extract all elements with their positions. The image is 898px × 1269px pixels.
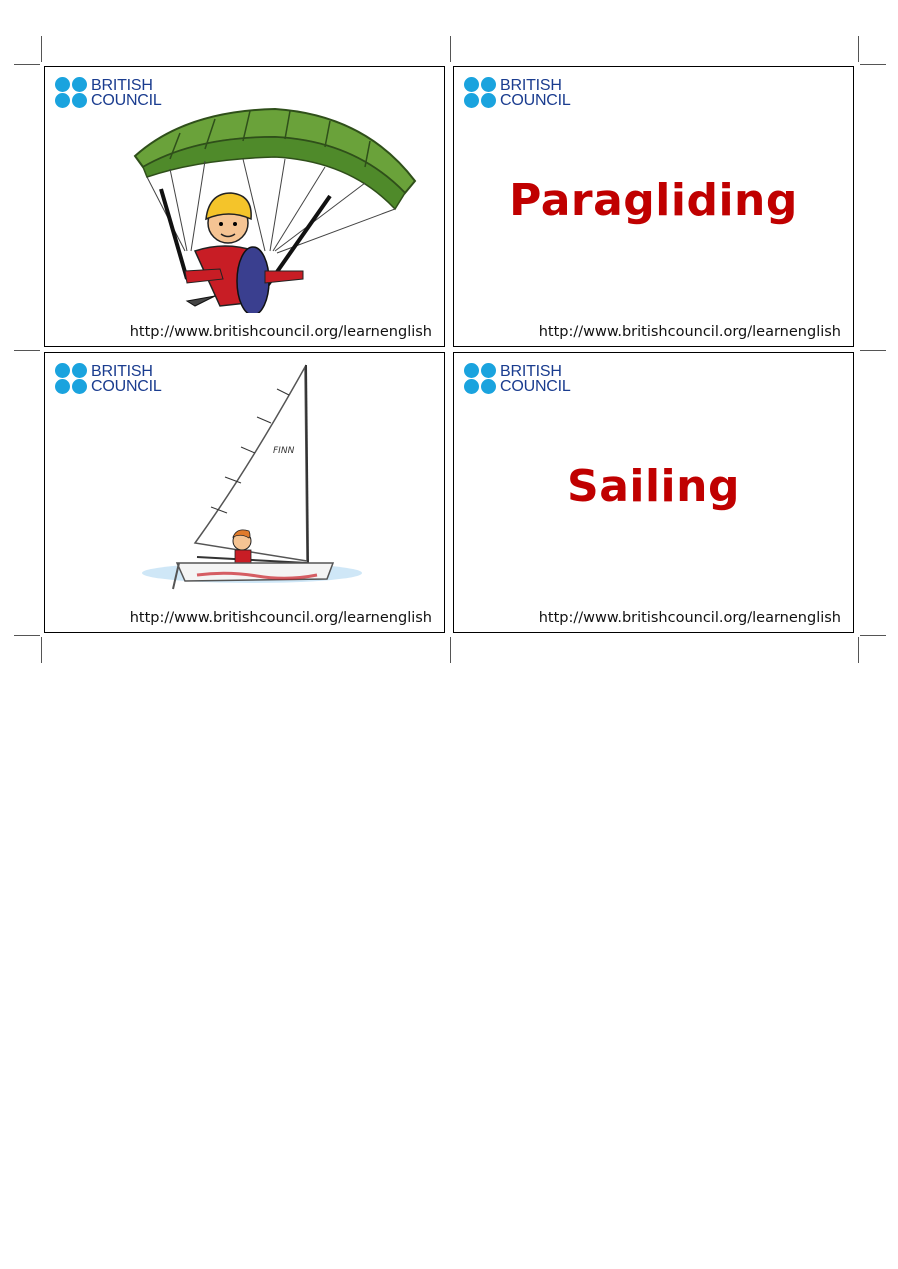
sail-label: FINN xyxy=(273,446,295,456)
logo-line-1: BRITISH xyxy=(500,76,562,94)
card-url: http://www.britishcouncil.org/learnenglish xyxy=(538,324,841,340)
crop-mark xyxy=(858,36,859,62)
crop-mark xyxy=(860,64,886,65)
logo-dots-icon xyxy=(55,77,87,108)
vocabulary-word: Paragliding xyxy=(509,175,798,226)
logo-line-1: BRITISH xyxy=(91,76,153,94)
logo-dots-icon xyxy=(464,77,496,108)
flashcard-paragliding-word xyxy=(453,66,854,347)
crop-mark xyxy=(14,64,40,65)
crop-mark xyxy=(450,637,451,663)
logo-line-2: COUNCIL xyxy=(91,377,162,395)
logo-line-1: BRITISH xyxy=(91,362,153,380)
british-council-logo xyxy=(464,77,571,108)
vocabulary-word: Sailing xyxy=(567,461,740,512)
sailboat-illustration xyxy=(137,361,367,593)
flashcard-sailing-word xyxy=(453,352,854,633)
card-url: http://www.britishcouncil.org/learnenglish xyxy=(129,324,432,340)
logo-dots-icon xyxy=(55,363,87,394)
crop-mark xyxy=(41,36,42,62)
crop-mark xyxy=(14,635,40,636)
flashcard-paragliding-picture xyxy=(44,66,445,347)
crop-mark xyxy=(450,36,451,62)
card-url: http://www.britishcouncil.org/learnenglish xyxy=(129,610,432,626)
crop-mark xyxy=(858,637,859,663)
crop-mark xyxy=(41,637,42,663)
flashcard-sailing-picture xyxy=(44,352,445,633)
paraglider-illustration xyxy=(125,101,425,313)
crop-mark xyxy=(860,635,886,636)
crop-mark xyxy=(14,350,40,351)
logo-dots-icon xyxy=(464,363,496,394)
card-url: http://www.britishcouncil.org/learnenglish xyxy=(538,610,841,626)
logo-line-2: COUNCIL xyxy=(500,91,571,109)
crop-mark xyxy=(860,350,886,351)
british-council-logo xyxy=(464,363,571,394)
logo-line-1: BRITISH xyxy=(500,362,562,380)
logo-line-2: COUNCIL xyxy=(91,91,162,109)
logo-line-2: COUNCIL xyxy=(500,377,571,395)
